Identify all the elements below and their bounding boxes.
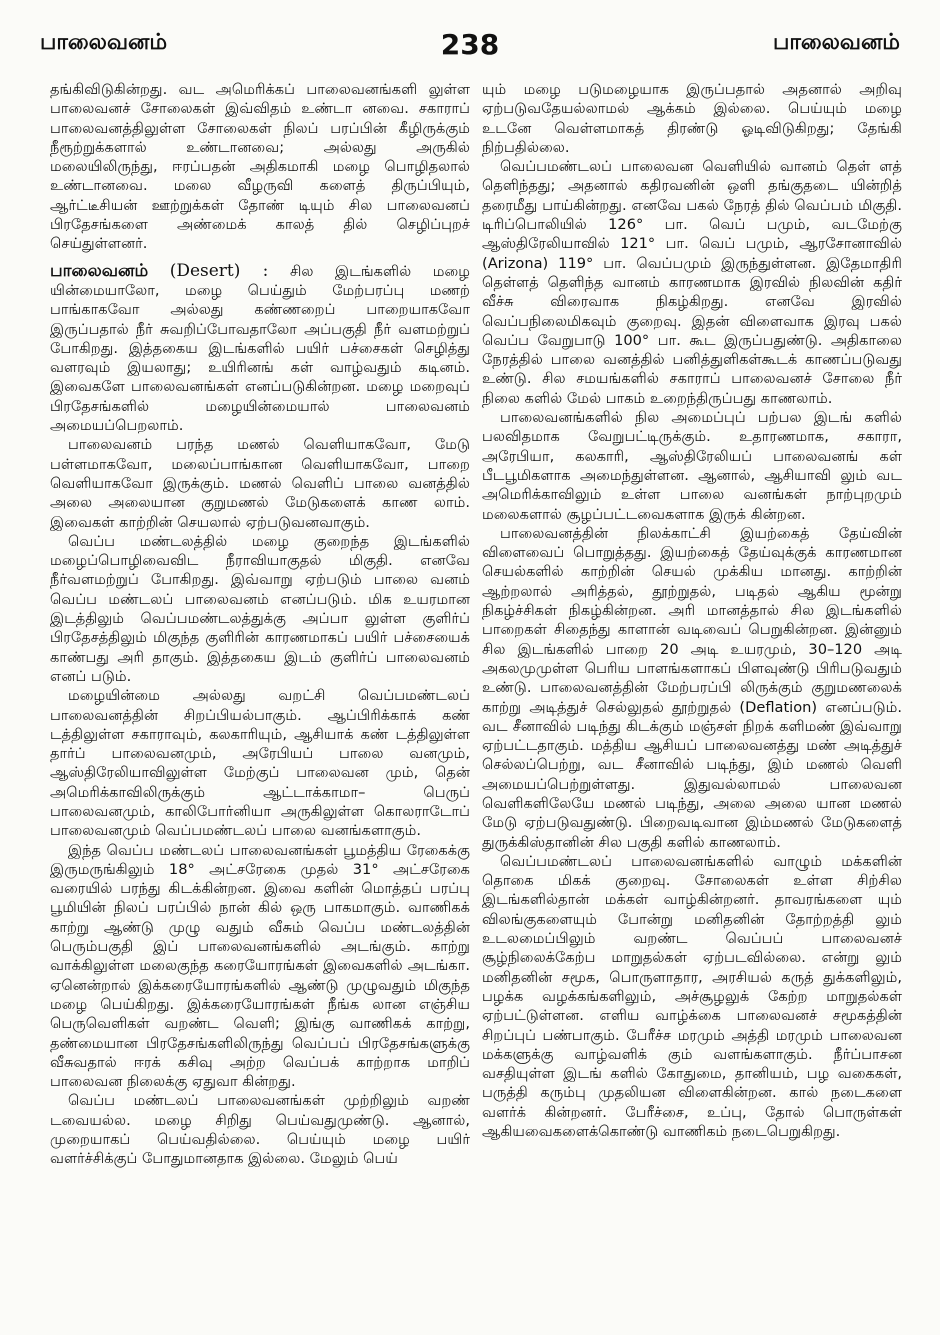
paragraph: பாலைவனம் பரந்த மணல் வெளியாகவோ, மேடு பள்ளமாகவோ, மலைப்பாங்கான வெளியாகவோ, பாறை வெளியாகவோ இருக்கும். மணல் வெளிப் பாலை வனத்தில் அலை அலையான குறுமணல் மேடுகளைக் காண லாம். இவைகள் காற்றின் செயலால் ஏற்படுவனவாகும். bbox=[50, 436, 470, 531]
paragraph: யும் மழை படுமழையாக இருப்பதால் அதனால் அறிவு ஏற்படுவதேயல்லாமல் ஆக்கம் இல்லை. பெய்யும் மழை உடனே வெள்ளமாகத் திரண்டு ஓடிவிடுகிறது; தேங்கி நிற்பதில்லை. bbox=[482, 81, 902, 156]
paragraph: வெப்பமண்டலப் பாலைவனங்களில் வாழும் மக்களின் தொகை மிகக் குறைவு. சோலைகள் உள்ள சிற்சில இடங்களில்தான் மக்கள் வாழ்கின்றனர். தாவரங்களை யும் விலங்குகளையும் போன்று மனிதனின் தோற்றத்தி லும் உடலமைப்பிலும் வறண்ட வெப்பப் பாலைவனச் சூழ்நிலைக்கேற்ப மாறுதல்கள் ஏற்படவில்லை. என்று லும் மனிதனின் சமூக, பொருளாதார, அரசியல் கருத் துக்களிலும், பழக்க வழக்கங்களிலும், அச்சூழலுக் கேற்ற மாறுதல்கள் ஏற்பட்டுள்ளன. எளிய வாழ்க்கை பாலைவனச் சமூகத்தின் சிறப்புப் பண்பாகும். பேரீச்ச மரமும் அத்தி மரமும் பாலைவன மக்களுக்கு வாழ்வளிக் கும் வளங்களாகும். நீர்ப்பாசன வசதியுள்ள இடங் களில் கோதுமை, தானியம், பழ வகைகள், பருத்தி கரும்பு முதலியன விளைகின்றன. கால் நடைகளை வளர்க் கின்றனர். பேரீச்சை, உப்பு, தோல் பொருள்கள் ஆகியவைகளைக்கொண்டு வாணிகம் நடைபெறுகிறது. bbox=[482, 852, 902, 1141]
left-column bbox=[50, 80, 470, 1169]
running-header-right: பாலைவனம் bbox=[772, 30, 900, 55]
paragraph: தங்கிவிடுகின்றது. வட அமெரிக்கப் பாலைவனங்களி லுள்ள பாலைவனச் சோலைகள் இவ்விதம் உண்டா னவை. சகாராப் பாலைவனத்திலுள்ள சோலைகள் நிலப் பரப்பின் கீழிருக்கும் நீரூற்றுக்களால் உண்டானவை; அல்லது அருகில் மலையிலிருந்து, ஈரப்பதன் அதிகமாகி மழை பொழிதலால் உண்டானவை. மலை வீழருவி களைத் திருப்பியும், ஆர்ட்டீசியன் ஊற்றுக்கள் தோண் டியும் சில பாலைவனப் பிரதேசங்களை அண்மைக் காலத் தில் செழிப்புறச் செய்துள்ளனர். bbox=[50, 81, 470, 253]
page-number: 238 bbox=[440, 28, 500, 61]
paragraph: பாலைவனத்தின் நிலக்காட்சி இயற்கைத் தேய்வின் விளைவைப் பொறுத்தது. இயற்கைத் தேய்வுக்குக் காரணமான செயல்களில் காற்றின் செயல் முக்கிய மானது. காற்றின் ஆற்றலால் அரித்தல், தூற்றுதல், படிதல் ஆகிய மூன்று நிகழ்ச்சிகள் நிகழ்கின்றன. அரி மானத்தால் சில இடங்களில் பாறைகள் சிதைந்து காளான் வடிவைப் பெறுகின்றன. இன்னும் சில இடங்களில் பாறை 20 அடி உயரமும், 30–120 அடி அகலமுமுள்ள பெரிய பாளங்களாகப் பிளவுண்டு பிரிபடுவதும் உண்டு. பாலைவனத்தின் மேற்பரப்பி லிருக்கும் குறுமணலைக் காற்று அடித்துச் செல்லுதல் தூற்றுதல் (Deflation) எனப்படும். வட சீனாவில் படிந்து கிடக்கும் மஞ்சள் நிறக் களிமண் இவ்வாறு ஏற்பட்டதாகும். மத்திய ஆசியப் பாலைவனத்து மண் அடித்துச் செல்லப்பெற்று, வட சீனாவில் படிந்து, இம் மணல் வெளி அமையப்பெற்றுள்ளது. இதுவல்லாமல் பாலைவன வெளிகளிலேயே மணல் படிந்து, அலை அலை யான மணல் மேடு ஏற்படுவதுண்டு. பிறைவடிவான இம்மணல் மேடுகளைத் துருக்கிஸ்தானின் சில பகுதி களில் காணலாம். bbox=[482, 524, 902, 851]
paragraph: மழையின்மை அல்லது வறட்சி வெப்பமண்டலப் பாலைவனத்தின் சிறப்பியல்பாகும். ஆப்பிரிக்காக் கண் டத்திலுள்ள சகாராவும், கலகாரியும், ஆசியாக் கண் டத்திலுள்ள தார்ப் பாலைவனமும், அரேபியப் பாலை வனமும், ஆஸ்திரேலியாவிலுள்ள மேற்குப் பாலைவன மும், தென் அமெரிக்காவிலிருக்கும் ஆட்டாக்காமா– பெருப் பாலைவனமும், காலிபோர்னியா அருகிலுள்ள கொலராடோப் பாலைவனமும் வெப்பமண்டலப் பாலை வனங்களாகும். bbox=[50, 687, 470, 840]
right-column bbox=[482, 80, 902, 1141]
entry-desert bbox=[50, 262, 470, 436]
paragraph: வெப்ப மண்டலத்தில் மழை குறைந்த இடங்களில் மழைப்பொழிவைவிட நீராவியாகுதல் மிகுதி. எனவே நீர்வளமற்றுப் போகிறது. இவ்வாறு ஏற்படும் பாலை வனம் வெப்ப மண்டலப் பாலைவனம் எனப்படும். மிக உயரமான இடத்திலும் வெப்பமண்டலத்துக்கு அப்பா லுள்ள குளிர்ப் பிரதேசத்திலும் மிகுந்த குளிரின் காரணமாகப் பயிர் பச்சையைக் காண்பது அரி தாகும். இத்தகைய இடம் குளிர்ப் பாலைவனம் எனப் படும். bbox=[50, 532, 470, 685]
paragraph: இந்த வெப்ப மண்டலப் பாலைவனங்கள் பூமத்திய ரேகைக்கு இருமருங்கிலும் 18° அட்சரேகை முதல் 31° அட்சரேகை வரையில் பரந்து கிடக்கின்றன. இவை களின் மொத்தப் பரப்பு பூமியின் நிலப் பரப்பில் நான் கில் ஒரு பாகமாகும். வாணிகக் காற்று ஆண்டு முழு வதும் வீசும் வெப்ப மண்டலத்தின் பெரும்பகுதி இப் பாலைவனங்களில் அடங்கும். காற்று வாக்கிலுள்ள மலைகுந்த கரையோரங்கள் இவைகளில் அடங்கா. ஏனென்றால் இக்கரையோரங்களில் ஆண்டு முழுவதும் மிகுந்த மழை பெய்கிறது. இக்கரையோரங்கள் நீங்க லான எஞ்சிய பெருவெளிகள் வறண்ட வெளி; இங்கு வாணிகக் காற்று, தண்மையான பிரதேசங்களிலிருந்து வெப்பப் பிரதேசங்களுக்கு வீசுவதால் ஈரக் கசிவு அற்ற வெப்பக் காற்றாக மாறிப் பாலைவன நிலைக்கு ஏதுவா கின்றது. bbox=[50, 841, 470, 1091]
entry-text: சில இடங்களில் மழை யின்மையாலோ, மழை பெய்தும் மேற்பரப்பு மணற் பாங்காகவோ அல்லது கண்ணறைப் பாறையாகவோ இருப்பதால் நீர் சுவறிப்போவதாலோ அப்பகுதி நீர் வளமற்றுப் போகிறது. இத்தகைய இடங்களில் பயிர் பச்சைகள் செழித்து வளரவும் இயலாது; உயிரினங் கள் வாழ்வதும் கடினம். இவைகளே பாலைவனங்கள் எனப்படுகின்றன. மழை மறைவுப் பிரதேசங்களில் மழையின்மையால் பாலைவனம் அமையப்பெறலாம். bbox=[50, 262, 471, 435]
paragraph: வெப்ப மண்டலப் பாலைவனங்கள் முற்றிலும் வறண் டவையல்ல. மழை சிறிது பெய்வதுமுண்டு. ஆனால், முறையாகப் பெய்வதில்லை. பெய்யும் மழை பயிர் வளர்ச்சிக்குப் போதுமானதாக இல்லை. மேலும் பெய் bbox=[50, 1092, 470, 1168]
paragraph: வெப்பமண்டலப் பாலைவன வெளியில் வானம் தெள் ளத் தெளிந்தது; அதனால் கதிரவனின் ஒளி தங்குதடை யின்றித் தரைமீது பாய்கின்றது. எனவே பகல் நேரத் தில் வெப்பம் மிகுதி. டிரிப்பொலியில் 126° பா. வெப் பமும், வடமேற்கு ஆஸ்திரேலியாவில் 121° பா. வெப் பமும், ஆரசோனாவில் (Arizona) 119° பா. வெப்பமும் இருந்துள்ளன. இதேமாதிரி தெள்ளத் தெளிந்த வானம் காரணமாக இரவில் நிலவின் கதிர் வீச்சு விரைவாக நிகழ்கிறது. எனவே இரவில் வெப்பநிலைமிகவும் குறைவு. இதன் விளைவாக இரவு பகல் வெப்ப வேறுபாடு 100° பா. கூட இருப்பதுண்டு. அதிகாலை நேரத்தில் பாலை வனத்தில் பனித்துளிகள்கூடக் காணப்படுவது உண்டு. சில சமயங்களில் சகாராப் பாலைவனச் சோலை நீர் நிலை களில் மேல் பாகம் உறைந்திருப்பது காணலாம். bbox=[482, 158, 902, 407]
running-header-left: பாலைவனம் bbox=[40, 30, 168, 55]
entry-headword-english: (Desert) : bbox=[169, 260, 269, 281]
entry-headword: பாலைவனம் bbox=[50, 260, 149, 281]
paragraph: பாலைவனங்களில் நில அமைப்புப் பற்பல இடங் களில் பலவிதமாக வேறுபட்டிருக்கும். உதாரணமாக, சகாரா, அரேபியா, கலகாரி, ஆஸ்திரேலியப் பாலைவனங் கள் பீடபூமிகளாக அமைந்துள்ளன. ஆனால், ஆசியாவி லும் வட அமெரிக்காவிலும் உள்ள பாலை வனங்கள் நாற்புறமும் மலைகளால் சூழப்பட்டவைகளாக இருக் கின்றன. bbox=[482, 409, 902, 523]
